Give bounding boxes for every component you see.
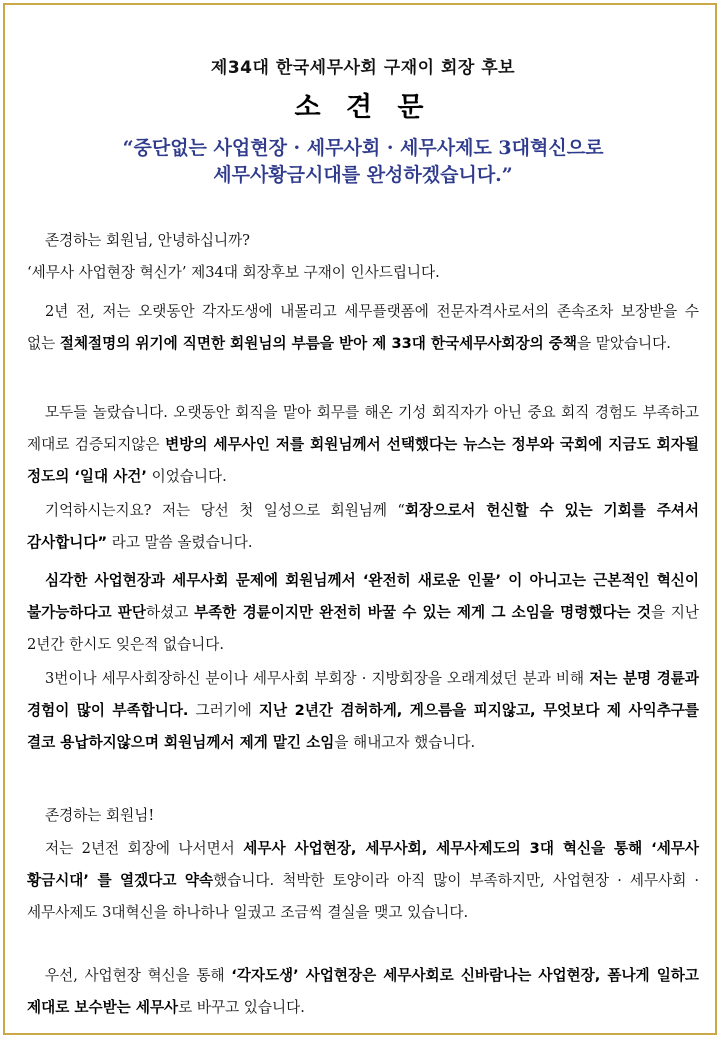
paragraph-remember: [27, 495, 699, 559]
paragraph-field-innovation-tail: 로 바꾸고 있습니다.: [178, 999, 305, 1016]
document-title: 소 견 문: [294, 92, 432, 123]
paragraph-remember-emphasis: 회장으로서 헌신할 수 있는 기회를 주셔서 감사합니다”: [27, 502, 699, 551]
paragraph-humility-tail: 을 해내고자 했습니다.: [334, 734, 476, 751]
paragraph-surprise-tail: 이었습니다.: [146, 468, 227, 485]
paragraph-election-tail: 을 맡았습니다.: [577, 335, 671, 352]
paragraph-mandate: [27, 565, 699, 661]
paragraph-surprise-text: 모두들 놀랐습니다. 오랫동안 회직을 맡아 회무를 해온 기성 회직자가 아닌 중요 회직 경험도 부족하고 제대로 검증되지않은: [27, 404, 699, 453]
salutation-line: 존경하는 회원님!: [45, 807, 155, 824]
paragraph-promise-text: 저는 2년전 회장에 나서면서: [45, 840, 244, 857]
paragraph-election: [27, 296, 699, 360]
paragraph-field-innovation-emphasis: ‘각자도생’ 사업현장은 세무사회로 신바람나는 사업현장, 폼나게 일하고 제대로 보수받는 세무사: [27, 967, 699, 1016]
paragraph-promise-emphasis: 세무사 사업현장, 세무사회, 세무사제도의 3대 혁신을 통해 ‘세무사 황금시대’ 를 열겠다고 약속: [27, 840, 700, 889]
paragraph-promise: [27, 833, 699, 929]
paragraph-mandate-emphasis-1: 심각한 사업현장과 세무사회 문제에 회원님께서 ‘완전히 새로운 인물’ 이 아니고는 근본적인 혁신이 불가능하다고 판단: [27, 572, 699, 621]
greeting-line-1: 존경하는 회원님, 안녕하십니까?: [45, 232, 251, 249]
paragraph-humility-text: 3번이나 세무사회장하신 분이나 세무사회 부회장 · 지방회장을 오래계셨던 분과 비해: [45, 670, 590, 687]
paragraph-humility-emphasis-2: 지난 2년간 겸허하게, 게으름을 피지않고, 무엇보다 제 사익추구를 결코 용납하지않으며 회원님께서 제게 맡긴 소임: [27, 702, 699, 751]
paragraph-field-innovation: [27, 960, 699, 1024]
paragraph-mandate-tail: 을 지난 2년간 한시도 잊은적 없습니다.: [27, 604, 700, 653]
paragraph-election-emphasis: 절체절명의 위기에 직면한 회원님의 부름을 받아 제 33대 한국세무사회장의 중책: [59, 335, 578, 352]
paragraph-election-text: 2년 전, 저는 오랫동안 각자도생에 내몰리고 세무플랫폼에 전문자격사로서의 존속조차 보장받을 수 없는: [27, 303, 699, 352]
greeting-paragraph: [27, 225, 667, 289]
paragraph-humility-emphasis-1: 저는 분명 경륜과 경험이 많이 부족합니다.: [27, 670, 699, 719]
document-frame: [3, 3, 717, 1035]
greeting-line-2: ‘세무사 사업현장 혁신가’ 제34대 회장후보 구재이 인사드립니다.: [27, 264, 440, 281]
paragraph-field-innovation-text: 우선, 사업현장 혁신을 통해: [45, 967, 232, 984]
paragraph-mandate-text: 하셨고: [146, 604, 195, 621]
campaign-slogan: [27, 135, 699, 189]
slogan-line-1: “중단없는 사업현장 · 세무사회 · 세무사제도 3대혁신으로: [122, 137, 604, 159]
candidate-heading: 제34대 한국세무사회 구재이 회장 후보: [210, 58, 516, 78]
paragraph-humility: [27, 663, 699, 759]
paragraph-remember-tail: 라고 말씀 올렸습니다.: [107, 534, 253, 551]
slogan-line-2: 세무사황금시대를 완성하겠습니다.”: [213, 164, 513, 186]
paragraph-promise-tail: 했습니다. 척박한 토양이라 아직 많이 부족하지만, 사업현장 · 세무사회 · 세무사제도 3대혁신을 하나하나 일궜고 조금씩 결실을 맺고 있습니다.: [27, 872, 699, 921]
paragraph-remember-text: 기억하시는지요? 저는 당선 첫 일성으로 회원님께 “: [45, 502, 405, 519]
paragraph-surprise-emphasis: 변방의 세무사인 저를 회원님께서 선택했다는 뉴스는 정부와 국회에 지금도 회자될 정도의 ‘일대 사건’: [27, 436, 699, 485]
paragraph-humility-text-2: 그러기에: [188, 702, 259, 719]
paragraph-mandate-emphasis-2: 부족한 경륜이지만 완전히 바꿀 수 있는 제게 그 소임을 명령했다는 것: [194, 604, 651, 621]
paragraph-surprise: [27, 397, 699, 493]
